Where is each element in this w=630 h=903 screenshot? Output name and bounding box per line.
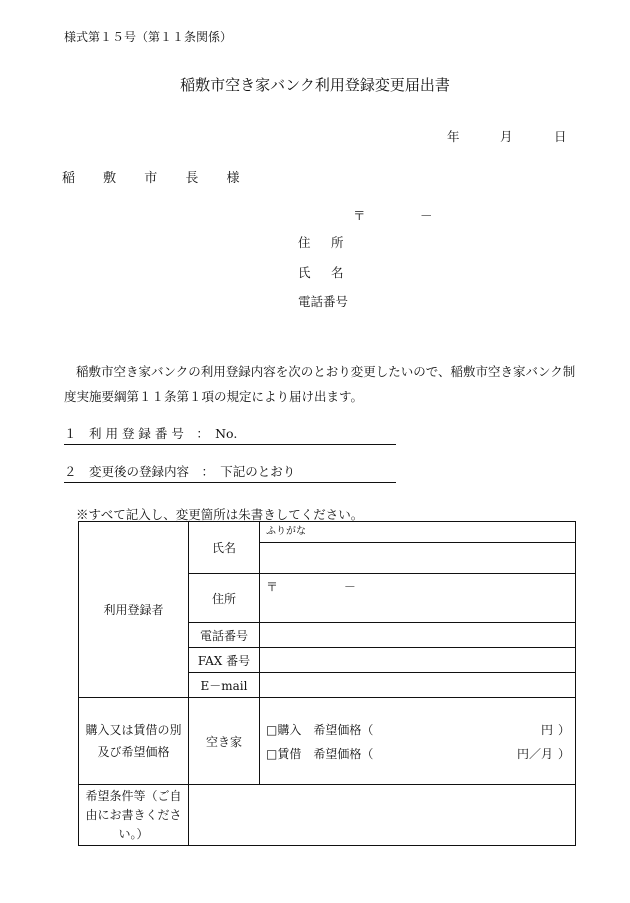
applicant-name-label: 氏 名 [298,265,348,280]
conditions-field[interactable] [189,785,576,846]
email-label: E－mail [189,673,260,698]
date-year: 年 [447,129,460,144]
purchase-unit: 円 [540,722,553,737]
applicant-address-label: 住 所 [298,235,348,250]
phone-field[interactable] [260,623,576,648]
purchase-rent-label: 購入又は賃借の別及び希望価格 [79,698,189,785]
phone-label: 電話番号 [189,623,260,648]
vacant-house-label: 空き家 [189,698,260,785]
rent-unit: 円／月 [516,746,553,761]
instruction-note: ※すべて記入し、変更箇所は朱書きしてください。 [76,507,364,522]
changed-content-line: ２ 変更後の登録内容 ： 下記のとおり [64,462,396,483]
date-day: 日 [554,129,567,144]
postal-mark: 〒 [266,580,279,594]
body-text: 稲敷市空き家バンクの利用登録内容を次のとおり変更したいので、稲敷市空き家バンク制度実施要綱第１１条第１項の規定により届け出ます。 [64,364,576,404]
applicant-postal-mark: 〒 [353,208,366,223]
purchase-close: ） [557,722,570,737]
address-label: 住所 [189,574,260,623]
date-month: 月 [500,129,513,144]
purchase-checkbox-label: □購入 希望価格（ [266,722,374,737]
addressee: 稲 敷 市 長 様 [62,171,252,186]
rent-close: ） [557,746,570,761]
form-number: 様式第１５号（第１１条関係） [64,30,233,44]
furigana-field[interactable] [260,522,576,543]
address-field[interactable] [260,574,576,623]
price-cell [260,698,576,785]
page-title: 稲敷市空き家バンク利用登録変更届出書 [180,76,450,94]
name-label: 氏名 [189,522,260,574]
applicant-postal-dash: － [420,208,433,223]
rent-checkbox-label: □賃借 希望価格（ [266,746,374,761]
fax-field[interactable] [260,648,576,673]
rent-line[interactable] [266,741,575,765]
email-field[interactable] [260,673,576,698]
registration-table [78,521,576,846]
furigana-label: ふりがな [266,526,306,537]
registration-number-line: １ 利 用 登 録 番 号 ： No. [64,424,396,445]
applicant-phone-label: 電話番号 [298,294,349,309]
fax-label: FAX 番号 [189,648,260,673]
name-field[interactable] [260,543,576,574]
registrant-label: 利用登録者 [79,522,189,698]
postal-dash: － [343,580,356,594]
purchase-line[interactable] [266,717,575,741]
conditions-label: 希望条件等（ご自由にお書きください。） [79,785,189,846]
